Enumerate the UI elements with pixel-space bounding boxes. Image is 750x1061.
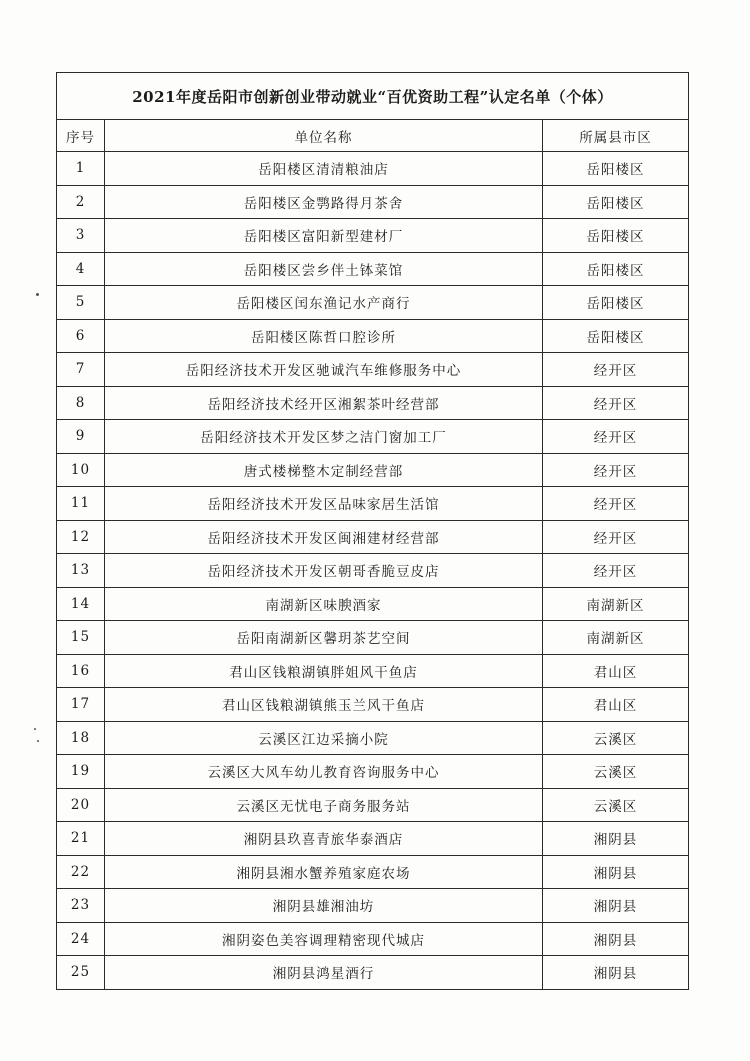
district-cell: 经开区 (543, 453, 689, 487)
row-number-cell: 9 (57, 420, 105, 454)
table-row (57, 956, 689, 990)
district-cell: 湘阴县 (543, 855, 689, 889)
table-row (57, 520, 689, 554)
unit-name-cell: 岳阳南湖新区馨玥茶艺空间 (105, 621, 543, 655)
unit-name-cell: 湘阴县玖喜青旅华泰酒店 (105, 822, 543, 856)
column-header-name: 单位名称 (105, 120, 543, 152)
row-number-cell: 18 (57, 721, 105, 755)
row-number-cell: 16 (57, 654, 105, 688)
table-row (57, 554, 689, 588)
district-cell: 岳阳楼区 (543, 319, 689, 353)
row-number-cell: 15 (57, 621, 105, 655)
unit-name-cell: 岳阳经济技术经开区湘絮茶叶经营部 (105, 386, 543, 420)
district-cell: 经开区 (543, 420, 689, 454)
district-cell: 经开区 (543, 353, 689, 387)
scan-speck (37, 740, 39, 742)
row-number-cell: 24 (57, 922, 105, 956)
district-cell: 南湖新区 (543, 587, 689, 621)
table-header-row (57, 120, 689, 152)
row-number-cell: 3 (57, 219, 105, 253)
district-cell: 岳阳楼区 (543, 219, 689, 253)
unit-name-cell: 君山区钱粮湖镇胖姐风干鱼店 (105, 654, 543, 688)
district-cell: 岳阳楼区 (543, 252, 689, 286)
table-row (57, 587, 689, 621)
district-cell: 岳阳楼区 (543, 286, 689, 320)
row-number-cell: 13 (57, 554, 105, 588)
row-number-cell: 25 (57, 956, 105, 990)
table-row (57, 252, 689, 286)
district-cell: 湘阴县 (543, 889, 689, 923)
row-number-cell: 4 (57, 252, 105, 286)
unit-name-cell: 湘阴县湘水蟹养殖家庭农场 (105, 855, 543, 889)
unit-name-cell: 岳阳楼区闰东渔记水产商行 (105, 286, 543, 320)
table-row (57, 621, 689, 655)
unit-name-cell: 岳阳楼区陈哲口腔诊所 (105, 319, 543, 353)
district-cell: 南湖新区 (543, 621, 689, 655)
district-cell: 湘阴县 (543, 822, 689, 856)
unit-name-cell: 岳阳经济技术开发区驰诚汽车维修服务中心 (105, 353, 543, 387)
table-row (57, 654, 689, 688)
table-row (57, 219, 689, 253)
row-number-cell: 19 (57, 755, 105, 789)
table-row (57, 319, 689, 353)
unit-name-cell: 湘阴县雄湘油坊 (105, 889, 543, 923)
row-number-cell: 1 (57, 152, 105, 186)
row-number-cell: 5 (57, 286, 105, 320)
table-row (57, 286, 689, 320)
unit-name-cell: 南湖新区味腴酒家 (105, 587, 543, 621)
row-number-cell: 2 (57, 185, 105, 219)
district-cell: 湘阴县 (543, 922, 689, 956)
unit-name-cell: 云溪区大风车幼儿教育咨询服务中心 (105, 755, 543, 789)
unit-name-cell: 云溪区无忧电子商务服务站 (105, 788, 543, 822)
unit-name-cell: 湘阴县鸿星酒行 (105, 956, 543, 990)
recognition-list-table (56, 72, 689, 990)
scan-speck (34, 728, 36, 730)
district-cell: 岳阳楼区 (543, 152, 689, 186)
row-number-cell: 6 (57, 319, 105, 353)
table-row (57, 889, 689, 923)
unit-name-cell: 岳阳楼区富阳新型建材厂 (105, 219, 543, 253)
unit-name-cell: 岳阳楼区尝乡伴土钵菜馆 (105, 252, 543, 286)
district-cell: 经开区 (543, 554, 689, 588)
table-row (57, 688, 689, 722)
row-number-cell: 14 (57, 587, 105, 621)
unit-name-cell: 岳阳楼区金鹗路得月茶舍 (105, 185, 543, 219)
row-number-cell: 17 (57, 688, 105, 722)
unit-name-cell: 云溪区江边采摘小院 (105, 721, 543, 755)
district-cell: 经开区 (543, 520, 689, 554)
row-number-cell: 20 (57, 788, 105, 822)
table-row (57, 922, 689, 956)
table-row (57, 788, 689, 822)
row-number-cell: 23 (57, 889, 105, 923)
table-row (57, 152, 689, 186)
district-cell: 湘阴县 (543, 956, 689, 990)
unit-name-cell: 唐式楼梯整木定制经营部 (105, 453, 543, 487)
unit-name-cell: 岳阳经济技术开发区品味家居生活馆 (105, 487, 543, 521)
table-row (57, 855, 689, 889)
table-row (57, 420, 689, 454)
district-cell: 君山区 (543, 654, 689, 688)
row-number-cell: 22 (57, 855, 105, 889)
unit-name-cell: 岳阳经济技术开发区梦之洁门窗加工厂 (105, 420, 543, 454)
document-title: 2021年度岳阳市创新创业带动就业“百优资助工程”认定名单（个体） (57, 73, 689, 120)
column-header-area: 所属县市区 (543, 120, 689, 152)
district-cell: 君山区 (543, 688, 689, 722)
table-row (57, 755, 689, 789)
unit-name-cell: 岳阳经济技术开发区朝哥香脆豆皮店 (105, 554, 543, 588)
table-row (57, 353, 689, 387)
row-number-cell: 12 (57, 520, 105, 554)
row-number-cell: 11 (57, 487, 105, 521)
unit-name-cell: 岳阳经济技术开发区闽湘建材经营部 (105, 520, 543, 554)
unit-name-cell: 君山区钱粮湖镇熊玉兰风干鱼店 (105, 688, 543, 722)
district-cell: 云溪区 (543, 755, 689, 789)
table-row (57, 185, 689, 219)
row-number-cell: 10 (57, 453, 105, 487)
district-cell: 经开区 (543, 386, 689, 420)
district-cell: 岳阳楼区 (543, 185, 689, 219)
district-cell: 云溪区 (543, 788, 689, 822)
row-number-cell: 21 (57, 822, 105, 856)
column-header-no: 序号 (57, 120, 105, 152)
row-number-cell: 7 (57, 353, 105, 387)
table-title-row (57, 73, 689, 120)
table-row (57, 453, 689, 487)
unit-name-cell: 湘阴姿色美容调理精密现代城店 (105, 922, 543, 956)
table-row (57, 386, 689, 420)
scan-speck (36, 293, 39, 296)
table-row (57, 487, 689, 521)
unit-name-cell: 岳阳楼区清清粮油店 (105, 152, 543, 186)
table-row (57, 822, 689, 856)
table-row (57, 721, 689, 755)
district-cell: 经开区 (543, 487, 689, 521)
district-cell: 云溪区 (543, 721, 689, 755)
row-number-cell: 8 (57, 386, 105, 420)
